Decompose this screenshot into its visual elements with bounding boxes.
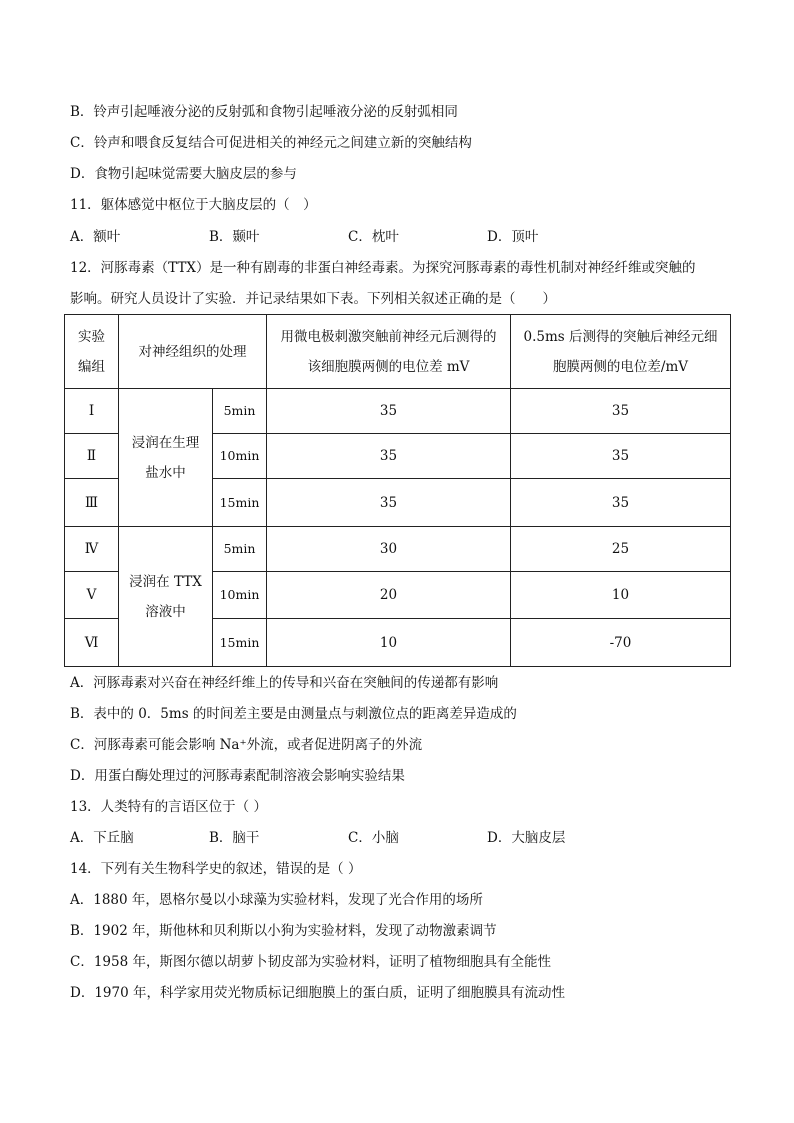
treatment-ttx: 浸润在 TTX 溶液中 — [119, 527, 213, 667]
row-time: 15min — [213, 619, 267, 667]
row-post-value: 35 — [511, 389, 731, 434]
q14-option-d: D．1970 年，科学家用荧光物质标记细胞膜上的蛋白质，证明了细胞膜具有流动性 — [70, 985, 565, 1001]
row-post-value: 25 — [511, 527, 731, 572]
row-pre-value: 30 — [267, 527, 511, 572]
q13-option-d: D．大脑皮层 — [487, 830, 566, 846]
q12-option-c: C．河豚毒素可能会影响 Na⁺外流，或者促进阴离子的外流 — [70, 737, 423, 753]
q11-option-b: B．颞叶 — [209, 229, 260, 245]
q14-option-c: C．1958 年，斯图尔德以胡萝卜韧皮部为实验材料，证明了植物细胞具有全能性 — [70, 954, 551, 970]
table-row — [65, 389, 731, 434]
row-pre-value: 10 — [267, 619, 511, 667]
q13-option-a: A．下丘脑 — [70, 830, 134, 846]
q10-option-b: B．铃声引起唾液分泌的反射弧和食物引起唾液分泌的反射弧相同 — [70, 104, 458, 120]
q12-option-b: B．表中的 0．5ms 的时间差主要是由测量点与刺激位点的距离差异造成的 — [70, 706, 517, 722]
header-group-id: 实验 编组 — [65, 315, 119, 389]
q11-option-a: A．额叶 — [70, 229, 121, 245]
q13-option-c: C．小脑 — [348, 830, 399, 846]
q14-stem: 14．下列有关生物科学史的叙述，错误的是（ ） — [70, 861, 362, 877]
row-id: Ⅰ — [65, 389, 119, 434]
row-id: Ⅵ — [65, 619, 119, 667]
header-post-potential: 0.5ms 后测得的突触后神经元细 胞膜两侧的电位差/mV — [511, 315, 731, 389]
row-post-value: 10 — [511, 572, 731, 619]
table-row — [65, 527, 731, 572]
header-treatment: 对神经组织的处理 — [119, 315, 267, 389]
table-header-row — [65, 315, 731, 389]
row-post-value: 35 — [511, 434, 731, 479]
header-pre-potential: 用微电极刺激突触前神经元后测得的 该细胞膜两侧的电位差 mV — [267, 315, 511, 389]
q14-option-a: A．1880 年，恩格尔曼以小球藻为实验材料，发现了光合作用的场所 — [70, 892, 483, 908]
row-id: Ⅲ — [65, 479, 119, 527]
q12-option-d: D．用蛋白酶处理过的河豚毒素配制溶液会影响实验结果 — [70, 768, 405, 784]
experiment-table — [64, 314, 731, 667]
row-pre-value: 20 — [267, 572, 511, 619]
row-post-value: 35 — [511, 479, 731, 527]
treatment-saline: 浸润在生理 盐水中 — [119, 389, 213, 527]
q13-stem: 13．人类特有的言语区位于（ ） — [70, 799, 267, 815]
q11-stem: 11．躯体感觉中枢位于大脑皮层的（ ） — [70, 197, 317, 213]
q12-option-a: A．河豚毒素对兴奋在神经纤维上的传导和兴奋在突触间的传递都有影响 — [70, 675, 499, 691]
q11-option-c: C．枕叶 — [348, 229, 399, 245]
row-time: 5min — [213, 527, 267, 572]
row-pre-value: 35 — [267, 389, 511, 434]
row-time: 10min — [213, 572, 267, 619]
q12-stem-line-2: 影响。研究人员设计了实验．并记录结果如下表。下列相关叙述正确的是（ ） — [70, 291, 556, 307]
row-id: Ⅱ — [65, 434, 119, 479]
row-post-value: -70 — [511, 619, 731, 667]
row-id: Ⅴ — [65, 572, 119, 619]
row-time: 10min — [213, 434, 267, 479]
q14-option-b: B．1902 年，斯他林和贝利斯以小狗为实验材料，发现了动物激素调节 — [70, 923, 497, 939]
q13-option-b: B．脑干 — [209, 830, 260, 846]
q12-stem-line-1: 12．河豚毒素（TTX）是一种有剧毒的非蛋白神经毒素。为探究河豚毒素的毒性机制对神经纤维或突触的 — [70, 260, 696, 276]
q10-option-c: C．铃声和喂食反复结合可促进相关的神经元之间建立新的突触结构 — [70, 135, 472, 151]
row-pre-value: 35 — [267, 434, 511, 479]
row-time: 15min — [213, 479, 267, 527]
row-pre-value: 35 — [267, 479, 511, 527]
q11-option-d: D．顶叶 — [487, 229, 539, 245]
row-time: 5min — [213, 389, 267, 434]
q10-option-d: D．食物引起味觉需要大脑皮层的参与 — [70, 166, 297, 182]
row-id: Ⅳ — [65, 527, 119, 572]
